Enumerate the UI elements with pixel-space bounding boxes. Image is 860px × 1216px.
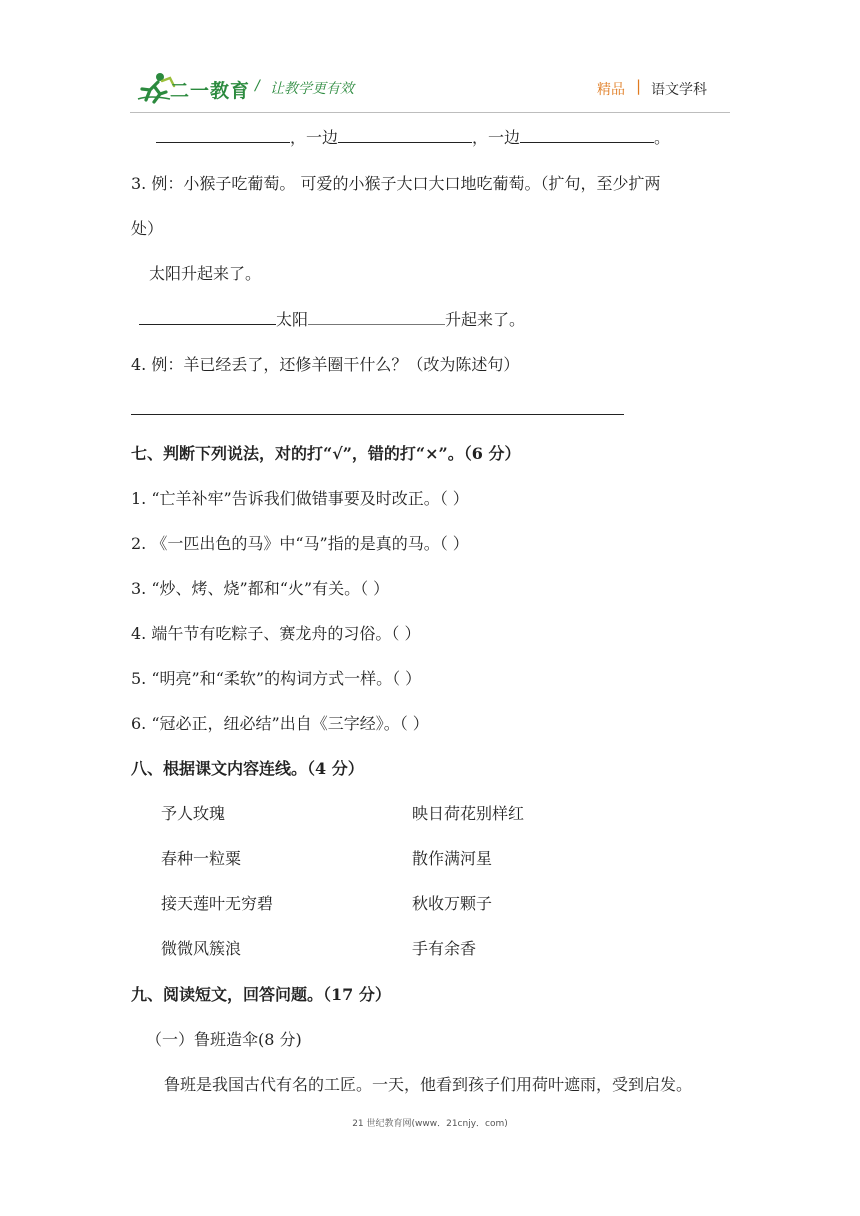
- fill-line-continuation: [156, 128, 670, 148]
- q3-prompt: 太阳升起来了。: [149, 264, 262, 283]
- answer-blank[interactable]: [308, 310, 445, 325]
- header-subject: 语文学科: [651, 82, 707, 98]
- q3-text-line2: 处）: [131, 219, 164, 238]
- header-slash: /: [255, 78, 260, 94]
- header-rule: [130, 112, 730, 113]
- blank-end: 。: [654, 128, 671, 147]
- section9-title: 九、阅读短文，回答问题。（17 分）: [131, 985, 391, 1004]
- header-badge: 精品: [597, 82, 625, 98]
- q4-answer-line[interactable]: [131, 414, 624, 415]
- match-left-item[interactable]: 接天莲叶无穷碧: [161, 894, 274, 913]
- section8-title: 八、根据课文内容连线。（4 分）: [131, 759, 364, 778]
- match-right-item[interactable]: 映日荷花别样红: [412, 804, 525, 823]
- q3-text-line1: 3. 例：小猴子吃葡萄。 可爱的小猴子大口大口地吃葡萄。（扩句，至少扩两: [131, 174, 661, 193]
- passage-subtitle: （一）鲁班造伞(8 分): [146, 1030, 302, 1049]
- page-footer: 21 世纪教育网(www．21cnjy．com): [352, 1119, 508, 1129]
- match-left-item[interactable]: 予人玫瑰: [161, 804, 226, 823]
- match-right-item[interactable]: 手有余香: [412, 939, 477, 958]
- logo-text: 二一教育: [170, 80, 251, 102]
- blank-sep-2: ，一边: [472, 128, 521, 147]
- header-slogan: 让教学更有效: [270, 81, 354, 97]
- match-right-item[interactable]: 散作满河星: [412, 849, 493, 868]
- blank-sep-1: ，一边: [290, 128, 339, 147]
- judge-item: 2. 《一匹出色的马》中“马”指的是真的马。（ ）: [131, 534, 469, 553]
- judge-item: 6. “冠必正，纽必结”出自《三字经》。（ ）: [131, 714, 429, 733]
- match-right-item[interactable]: 秋收万颗子: [412, 894, 493, 913]
- q4-text: 4. 例：羊已经丢了，还修羊圈干什么？（改为陈述句）: [131, 355, 520, 374]
- answer-blank[interactable]: [139, 310, 276, 325]
- passage-paragraph: 鲁班是我国古代有名的工匠。一天，他看到孩子们用荷叶遮雨，受到启发。: [164, 1075, 693, 1094]
- match-left-item[interactable]: 微微风簇浪: [161, 939, 242, 958]
- judge-item: 1. “亡羊补牢”告诉我们做错事要及时改正。（ ）: [131, 489, 469, 508]
- q3-answer-line: [139, 310, 525, 330]
- judge-item: 3. “炒、烤、烧”都和“火”有关。（ ）: [131, 579, 390, 598]
- header-divider: |: [636, 77, 642, 95]
- answer-blank[interactable]: [520, 128, 654, 143]
- answer-blank[interactable]: [338, 128, 472, 143]
- section7-title: 七、判断下列说法，对的打“√”，错的打“×”。（6 分）: [131, 444, 521, 463]
- judge-item: 5. “明亮”和“柔软”的构词方式一样。（ ）: [131, 669, 422, 688]
- judge-item: 4. 端午节有吃粽子、赛龙舟的习俗。（ ）: [131, 624, 421, 643]
- match-left-item[interactable]: 春种一粒粟: [161, 849, 242, 868]
- q3-end: 升起来了。: [445, 310, 526, 329]
- q3-mid: 太阳: [276, 310, 309, 329]
- answer-blank[interactable]: [156, 128, 290, 143]
